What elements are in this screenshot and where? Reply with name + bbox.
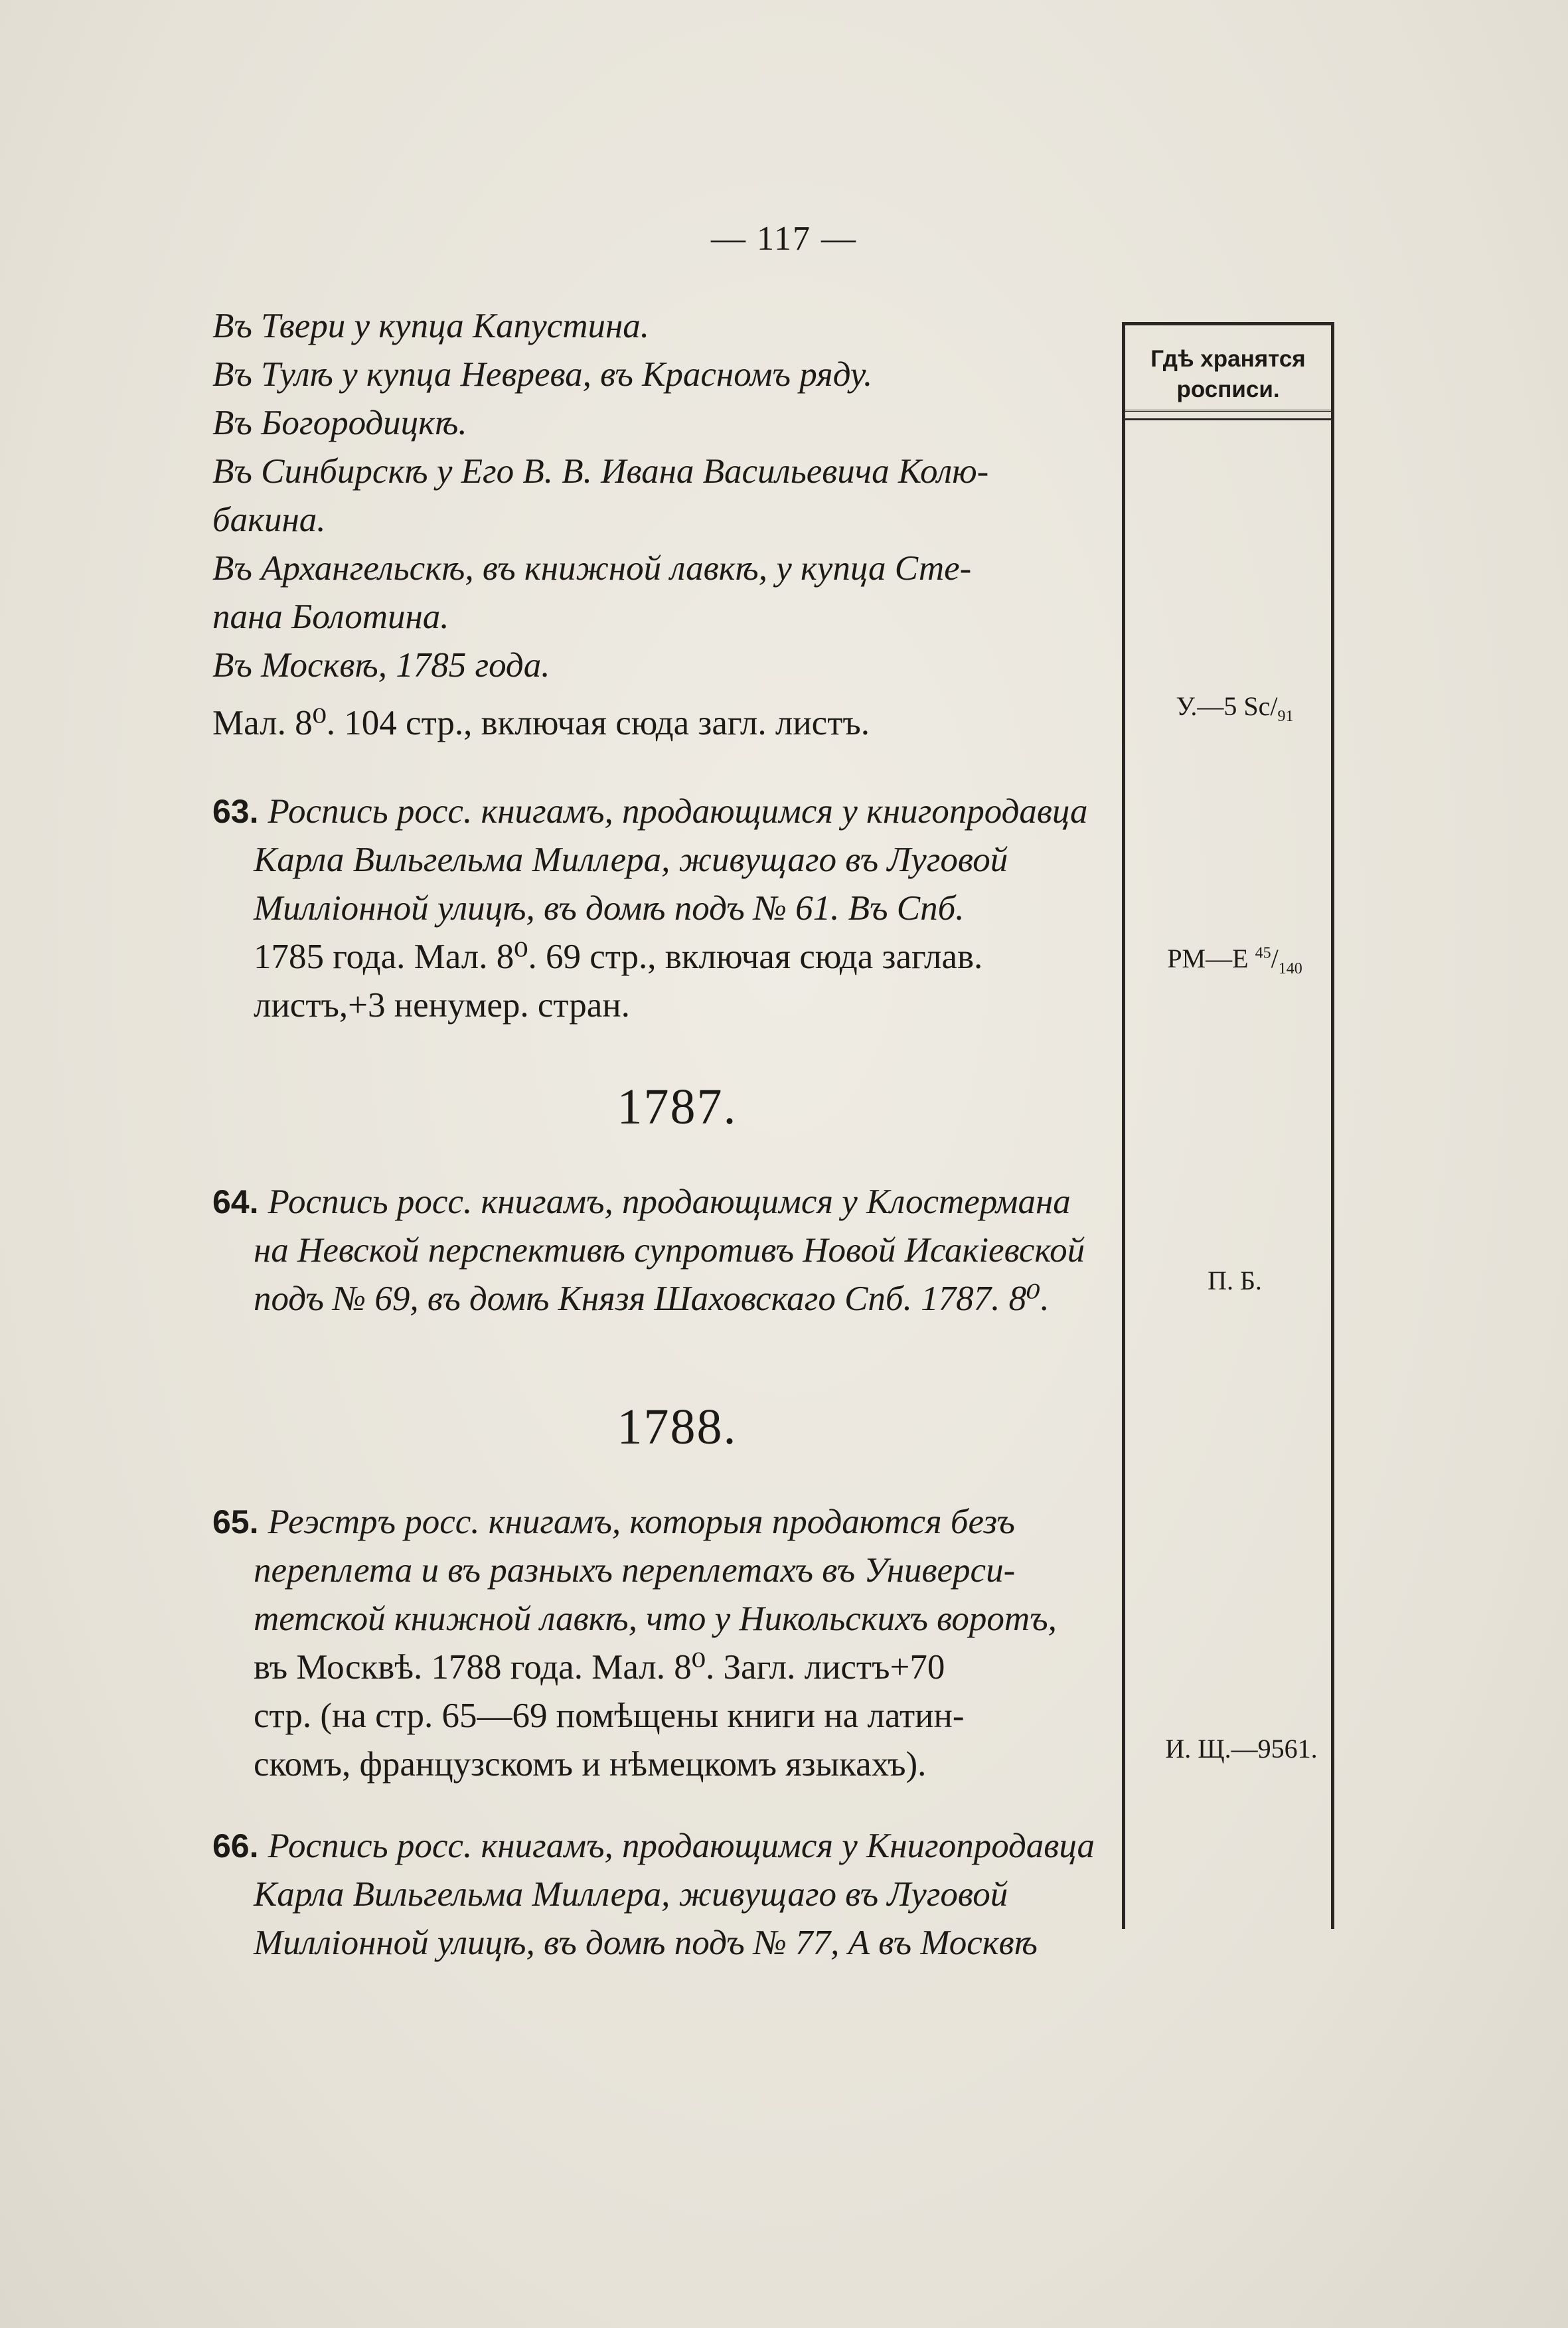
catalog-text bbox=[212, 302, 1122, 1967]
intro-line: Въ Тулѣ у купца Неврева, въ Красномъ ряду. bbox=[212, 355, 873, 394]
column-header-line: росписи. bbox=[1176, 376, 1280, 402]
entry-number: 66. bbox=[212, 1827, 259, 1865]
entry-line: скомъ, французскомъ и нѣмецкомъ языкахъ). bbox=[254, 1745, 927, 1784]
entry-line: на Невской перспективѣ супротивъ Новой Исакіевской bbox=[254, 1231, 1085, 1270]
entry-line: Карла Вильгельма Миллера, живущаго въ Луговой bbox=[254, 1875, 1008, 1914]
location-intro: У.—5 $Sc/_{91}$ bbox=[1176, 691, 1294, 725]
entry-line: переплета и въ разныхъ переплетахъ въ Универси- bbox=[254, 1551, 1016, 1590]
entry-63 bbox=[212, 788, 1122, 1030]
intro-line: Въ Твери у купца Капустина. bbox=[212, 307, 650, 345]
entry-line: Реэстръ росс. книгамъ, которыя продаются безъ bbox=[268, 1503, 1015, 1541]
page-number: — 117 — bbox=[710, 220, 858, 258]
entry-line: Милліонной улицѣ, въ домѣ подъ № 77, А въ Москвѣ bbox=[254, 1924, 1038, 1962]
entry-line: подъ № 69, въ домѣ Князя Шаховскаго Спб. 1787. 8⁰. bbox=[254, 1280, 1050, 1318]
entry-65 bbox=[212, 1498, 1122, 1789]
entry-line: Роспись росс. книгамъ, продающимся у Клостермана bbox=[268, 1183, 1071, 1221]
year-heading-1788: 1788. bbox=[617, 1399, 738, 1455]
entry-66 bbox=[212, 1822, 1122, 1967]
intro-line: бакина. bbox=[212, 501, 326, 539]
entry-line: Роспись росс. книгамъ, продающимся у книгопродавца bbox=[268, 792, 1088, 831]
entry-number: 63. bbox=[212, 793, 259, 830]
intro-line: Въ Богородицкѣ. bbox=[212, 404, 467, 442]
entry-line: тетской книжной лавкѣ, что у Никольскихъ воротъ, bbox=[254, 1600, 1057, 1638]
location-column bbox=[1122, 322, 1334, 1929]
entry-line: листъ,+3 ненумер. стран. bbox=[254, 986, 630, 1025]
entry-line: Карла Вильгельма Миллера, живущаго въ Луговой bbox=[254, 841, 1008, 879]
intro-line: пана Болотина. bbox=[212, 598, 449, 636]
intro-description: Мал. 8⁰. 104 стр., включая сюда загл. листъ. bbox=[212, 704, 870, 742]
entry-line: Милліонной улицѣ, въ домѣ подъ № 61. Въ Спб. bbox=[254, 889, 965, 928]
intro-block bbox=[212, 302, 1122, 748]
entry-line: въ Москвѣ. 1788 года. Мал. 8⁰. Загл. листъ+70 bbox=[254, 1648, 945, 1687]
year-heading-1787: 1787. bbox=[617, 1079, 738, 1135]
intro-line: Въ Архангельскѣ, въ книжной лавкѣ, у купца Сте- bbox=[212, 549, 972, 588]
entry-line: 1785 года. Мал. 8⁰. 69 стр., включая сюда заглав. bbox=[254, 938, 983, 976]
header-rule bbox=[1125, 412, 1331, 420]
location-63: РМ—Е $^{45}/_{140}$ bbox=[1167, 944, 1302, 977]
entry-64 bbox=[212, 1178, 1122, 1323]
intro-line: Въ Москвѣ, 1785 года. bbox=[212, 646, 550, 685]
intro-line: Въ Синбирскѣ у Его В. В. Ивана Васильевича Колю- bbox=[212, 452, 989, 491]
entry-number: 65. bbox=[212, 1503, 259, 1540]
location-column-header bbox=[1125, 322, 1331, 412]
location-65: И. Щ.—9561. bbox=[1165, 1734, 1318, 1764]
column-header-line: Гдѣ хранятся bbox=[1150, 346, 1306, 372]
location-64: П. Б. bbox=[1208, 1266, 1262, 1295]
entry-line: Роспись росс. книгамъ, продающимся у Книгопродавца bbox=[268, 1827, 1095, 1865]
entry-line: стр. (на стр. 65—69 помѣщены книги на латин- bbox=[254, 1697, 965, 1735]
entry-number: 64. bbox=[212, 1183, 259, 1220]
